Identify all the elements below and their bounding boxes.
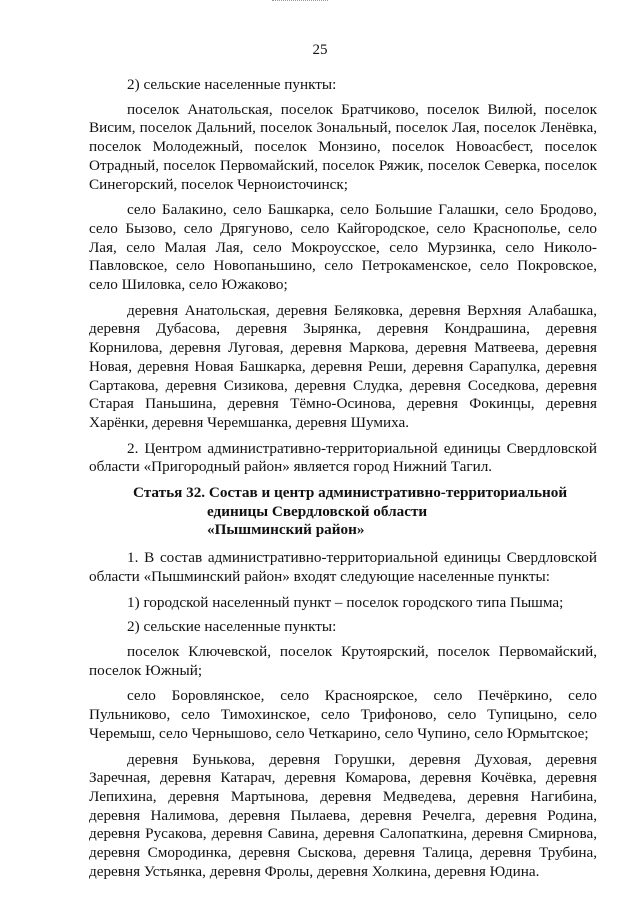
paragraph-rural-settlements-heading: 2) сельские населенные пункты: [127, 76, 337, 93]
paragraph-rural-settlements-heading-2: 2) сельские населенные пункты: [127, 618, 337, 636]
document-body [89, 76, 597, 888]
paragraph-center-statement: 2. Центром административно-территориальной единицы Свердловской области «Пригородный район» является город Нижний Тагил. [89, 439, 597, 476]
paragraph-sela-list-2: село Боровлянское, село Красноярское, село Печёркино, село Пульниково, село Тимохинское, село Трифоново, село Тупицыно, село Черемыш, село Чернышово, село Четкарино, село Чупино, село Юрмытское; [89, 687, 597, 742]
paragraph-derevni-list: деревня Анатольская, деревня Беляковка, деревня Верхняя Алабашка, деревня Дубасова, деревня Зырянка, деревня Кондрашина, деревня Корнилова, деревня Луговая, деревня Маркова, деревня Матвеева, деревня Новая, деревня Новая Башкарка, деревня Реши, деревня Сарапулка, деревня Сартакова, деревня Сизикова, деревня Слудка, деревня Соседкова, деревня Старая Паньшина, деревня Тёмно-Осинова, деревня Фокинцы, деревня Харёнки, деревня Черемшанка, деревня Шумиха. [89, 301, 597, 431]
article-heading-line-3: «Пышминский район» [207, 521, 365, 539]
article-heading [89, 484, 597, 540]
page-number: 25 [312, 42, 328, 58]
paragraph-composition-intro: 1. В состав административно-территориальной единицы Свердловской области «Пышминский район» входят следующие населенные пункты: [89, 549, 597, 585]
paragraph-posyolki-list-2: поселок Ключевской, поселок Крутоярский, поселок Первомайский, поселок Южный; [89, 642, 597, 679]
article-heading-line-2: единицы Свердловской области [207, 502, 428, 520]
paragraph-urban-settlement: 1) городской населенный пункт – поселок городского типа Пышма; [127, 593, 564, 611]
scan-mark [272, 0, 328, 5]
paragraph-sela-list: село Балакино, село Башкарка, село Большие Галашки, село Бродово, село Бызово, село Дрягуново, село Кайгородское, село Краснополье, село Лая, село Малая Лая, село Мокроусское, село Мурзинка, село Николо-Павловское, село Новопаньшино, село Петрокаменское, село Покровское, село Шиловка, село Южаково; [89, 201, 597, 294]
article-heading-line-1: Статья 32. Состав и центр административно-территориальной [133, 484, 568, 502]
paragraph-derevni-list-2: деревня Бунькова, деревня Горушки, деревня Духовая, деревня Заречная, деревня Катарач, деревня Комарова, деревня Кочёвка, деревня Лепихина, деревня Мартынова, деревня Медведева, деревня Нагибина, деревня Налимова, деревня Пылаева, деревня Речелга, деревня Родина, деревня Русакова, деревня Савина, деревня Салопаткина, деревня Смирнова, деревня Смородинка, деревня Сыскова, деревня Талица, деревня Трубина, деревня Устьянка, деревня Фролы, деревня Холкина, деревня Юдина. [89, 750, 597, 880]
paragraph-posyolki-list: поселок Анатольская, поселок Братчиково, поселок Вилюй, поселок Висим, поселок Дальний, поселок Зональный, поселок Лая, поселок Ленёвка, поселок Молодежный, поселок Монзино, поселок Новоасбест, поселок Отрадный, поселок Первомайский, поселок Ряжик, поселок Северка, поселок Синегорский, поселок Черноисточинск; [89, 100, 597, 193]
